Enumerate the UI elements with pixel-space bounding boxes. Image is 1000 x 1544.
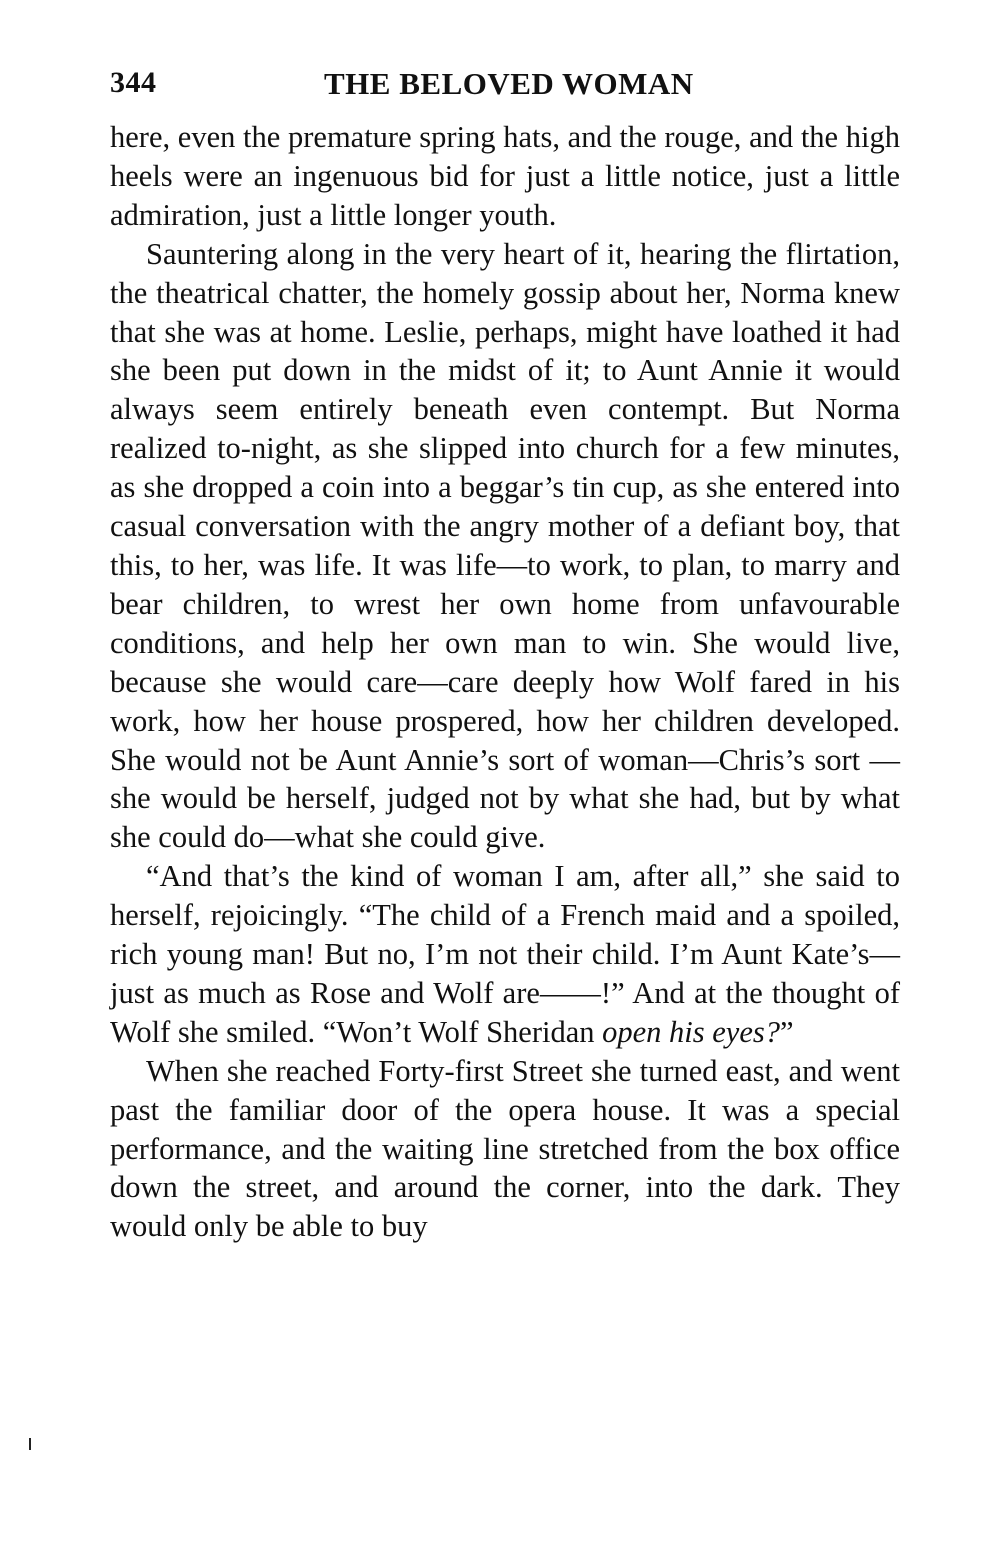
- page-number: 344: [110, 66, 157, 99]
- paragraph-4: When she reached Forty-first Street she turned east, and went past the familiar door of the opera house. It was a special performance, and the waiting line stretched from the box office down the street, and around the corner, into the dark. They would only be able to buy: [110, 1053, 900, 1244]
- paragraph-3-text: “And that’s the kind of woman I am, after all,” she said to herself, rejoicingly. “The child of a French maid and a spoiled, rich young man! But no, I’m not their child. I’m Aunt Kate’s—just as much as Rose and Wolf are——!” And at the thought of Wolf she smiled. “Won’t Wolf Sheridan: [110, 859, 900, 1049]
- paragraph-3-italic: open his eyes?: [602, 1014, 781, 1049]
- body-text: [110, 118, 900, 1246]
- paragraph-3-text-end: ”: [780, 1014, 794, 1049]
- paragraph-2: Sauntering along in the very heart of it, hearing the flirtation, the theatrical chatter, the homely gossip about her, Norma knew that she was at home. Leslie, perhaps, might have loathed it had she been put down in the midst of it; to Aunt Annie it would always seem entirely beneath even contempt. But Norma realized to-night, as she slipped into church for a few minutes, as she dropped a coin into a beggar’s tin cup, as she entered into casual conversation with the angry mother of a defiant boy, that this, to her, was life. It was life—to work, to plan, to marry and bear children, to wrest her own home from unfavourable conditions, and help her own man to win. She would live, because she would care—care deeply how Wolf fared in his work, how her house prospered, how her children developed. She would not be Aunt Annie’s sort of woman—Chris’s sort —she would be herself, judged not by what she had, but by what she could do—what she could give.: [110, 236, 900, 855]
- running-title: THE BELOVED WOMAN: [324, 66, 694, 101]
- page-header: [110, 66, 900, 110]
- paragraph-1: here, even the premature spring hats, and the rouge, and the high heels were an ingenuous bid for just a little notice, just a little admiration, just a little longer youth.: [110, 120, 900, 232]
- paragraph-3: [110, 857, 900, 1052]
- margin-mark: [29, 1438, 31, 1450]
